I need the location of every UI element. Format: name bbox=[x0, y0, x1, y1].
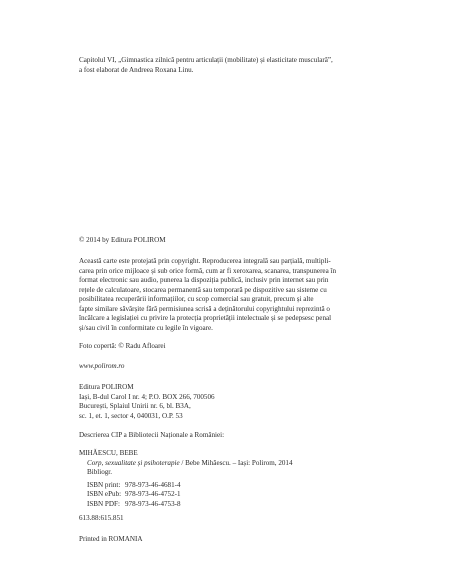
isbn-value: 978-973-46-4681-4 bbox=[125, 480, 181, 489]
rights-line: rețele de calculatoare, stocarea permanentă sau temporară pe dispozitive sau sisteme cu bbox=[79, 285, 327, 294]
isbn-row bbox=[87, 481, 389, 491]
chapter-note-line-1: Capitolul VI, „Gimnastica zilnică pentru articulații (mobilitate) și elasticitate musculară”, bbox=[79, 56, 333, 64]
publisher-info bbox=[79, 383, 389, 421]
chapter-note-line-2: a fost elaborat de Andreea Roxana Linu. bbox=[79, 65, 194, 74]
cip-heading bbox=[79, 431, 389, 441]
rights-line: carea prin orice mijloace și sub orice formă, cum ar fi xeroxarea, scanarea, transpunerea în bbox=[79, 266, 337, 275]
cip-title bbox=[79, 459, 389, 469]
website-link: www.polirom.ro bbox=[79, 362, 125, 370]
cip-record bbox=[79, 449, 389, 509]
rights-notice bbox=[79, 257, 389, 333]
udc-code bbox=[79, 514, 389, 524]
chapter-note bbox=[79, 56, 389, 75]
isbn-row bbox=[87, 500, 389, 510]
isbn-label: ISBN PDF: bbox=[87, 499, 120, 508]
cip-heading-text: Descrierea CIP a Bibliotecii Naționale a României: bbox=[79, 431, 225, 439]
isbn-label: ISBN print: bbox=[87, 480, 121, 489]
isbn-list bbox=[79, 481, 389, 510]
copyright-line bbox=[79, 236, 389, 246]
rights-line: și/sau civil în conformitate cu legile în vigoare. bbox=[79, 323, 213, 332]
isbn-row bbox=[87, 490, 389, 500]
rights-line: posibilitatea recuperării informațiilor, cu scop comercial sau gratuit, precum și alte bbox=[79, 295, 314, 303]
printed-text: Printed in ROMANIA bbox=[79, 535, 143, 543]
cip-bibliogr: Bibliogr. bbox=[87, 468, 113, 476]
cover-photo-credit bbox=[79, 342, 389, 352]
publisher-address-bucharest-1: București, Splaiul Unirii nr. 6, bl. B3A, bbox=[79, 402, 191, 410]
isbn-value: 978-973-46-4752-1 bbox=[125, 490, 181, 498]
publisher-address-iasi: Iași, B-dul Carol I nr. 4; P.O. BOX 266, 700506 bbox=[79, 392, 215, 401]
website bbox=[79, 362, 389, 372]
rights-line: fapte similare săvârșite fără permisiunea scrisă a deținătorului copyrightului reprezintă o bbox=[79, 304, 330, 313]
publisher-address-bucharest-2: sc. 1, et. 1, sector 4, 040031, O.P. 53 bbox=[79, 411, 183, 420]
isbn-label: ISBN ePub: bbox=[87, 490, 122, 498]
publisher-name: Editura POLIROM bbox=[79, 383, 134, 391]
printed-in bbox=[79, 535, 389, 545]
rights-line: încălcare a legislației cu privire la protecția proprietății intelectuale și se pedepsesc penal bbox=[79, 314, 332, 322]
rights-line: format electronic sau audio, punerea la dispoziția publică, inclusiv prin internet sau prin bbox=[79, 276, 329, 284]
cip-title-rest: / Bebe Mihăescu. – Iași: Polirom, 2014 bbox=[179, 458, 293, 467]
rights-line: Această carte este protejată prin copyright. Reproducerea integrală sau parțială, multipli- bbox=[79, 257, 331, 265]
cover-photo-text: Foto copertă: © Radu Afloarei bbox=[79, 342, 166, 350]
cip-author: MIHĂESCU, BEBE bbox=[79, 449, 138, 457]
copyright-text: © 2014 by Editura POLIROM bbox=[79, 236, 166, 244]
isbn-value: 978-973-46-4753-8 bbox=[125, 499, 181, 508]
cip-title-italic: Corp, sexualitate și psihoterapie bbox=[87, 458, 180, 467]
udc-text: 613.88:615.851 bbox=[79, 514, 124, 522]
